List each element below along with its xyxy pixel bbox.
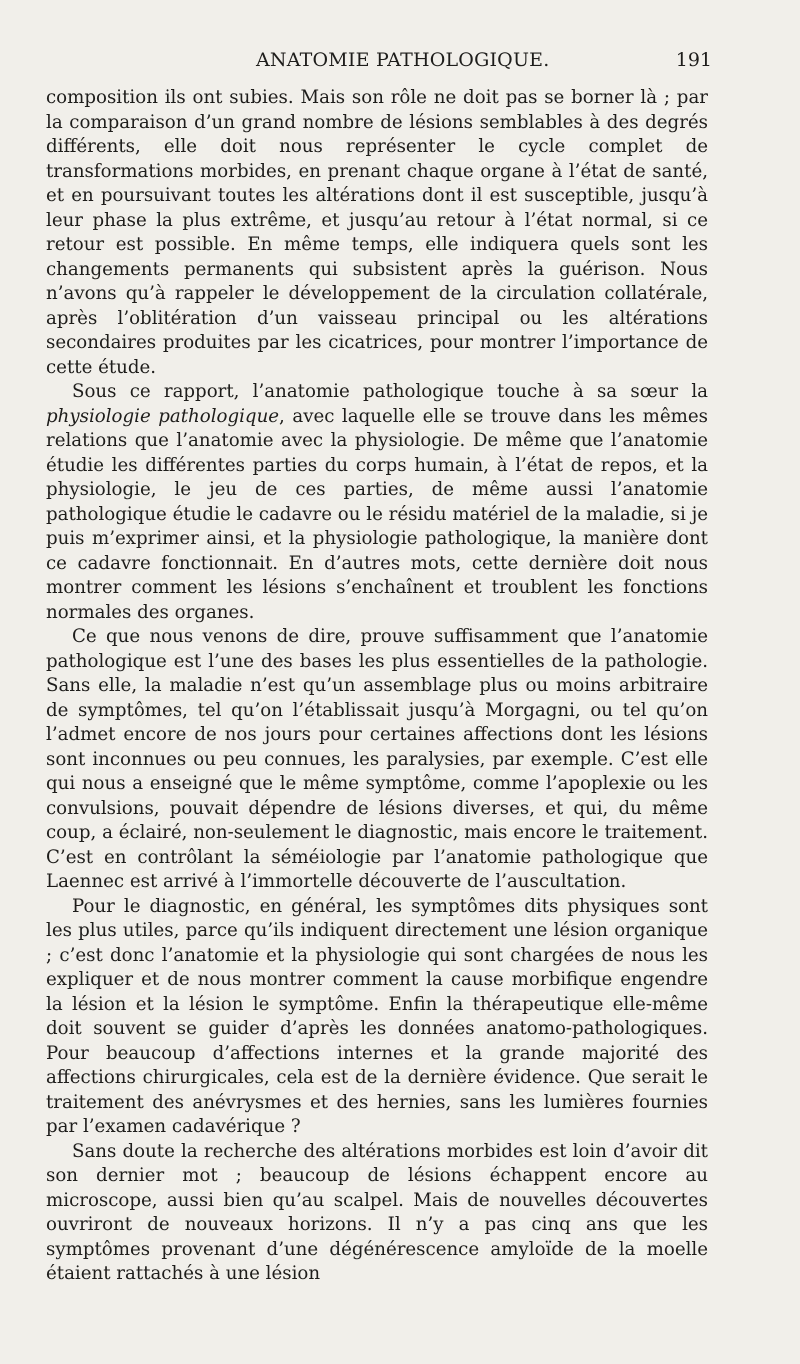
running-title: ANATOMIE PATHOLOGIQUE. (256, 49, 550, 71)
book-page (0, 46, 800, 1364)
running-header (46, 46, 712, 90)
paragraph-2-italic-term: physiologie pathologique (46, 405, 280, 427)
paragraph-2-start: Sous ce rapport, l’anatomie pathologique touche à sa sœur la (72, 381, 708, 402)
paragraph-5: Sans doute la recherche des altérations morbides est loin d’avoir dit son dernier mot ; beaucoup de lésions échappent encore au microscope, aussi bien qu’au scalpel. Mais de nouvelles découvertes ouvriront de nouveaux horizons. Il n’y a pas cinq ans que les symptômes provenant d’une dégénérescence amyloïde de la moelle étaient rattachés à une lésion (46, 1140, 708, 1284)
paragraph-2-end: , avec laquelle elle se trouve dans les mêmes relations que l’anatomie avec la physiologie. De même que l’anatomie étudie les différentes parties du corps humain, à l’état de repos, et la physiologie, le jeu de ces parties, de même aussi l’anatomie pathologique étudie le cadavre ou le résidu matériel de la maladie, si je puis m’exprimer ainsi, et la physiologie pathologique, la manière dont ce cadavre fonctionnait. En d’autres mots, cette dernière doit nous montrer comment les lésions s’enchaînent et troublent les fonctions normales des organes. (46, 405, 708, 623)
paragraph-1: composition ils ont subies. Mais son rôle ne doit pas se borner là ; par la comparaison d’un grand nombre de lésions semblables à des degrés différents, elle doit nous représenter le cycle complet de transformations morbides, en prenant chaque organe à l’état de santé, et en poursuivant toutes les altérations dont il est susceptible, jusqu’à leur phase la plus extrême, et jusqu’au retour à l’état normal, si ce retour est possible. En même temps, elle indiquera quels sont les changements permanents qui subsistent après la guérison. Nous n’avons qu’à rappeler le développement de la circulation collatérale, après l’oblitération d’un vaisseau principal ou les altérations secondaires produites par les cicatrices, pour montrer l’importance de cette étude. (46, 87, 708, 378)
paragraph-2 (46, 380, 708, 625)
page-number: 191 (675, 49, 712, 71)
paragraph-3: Ce que nous venons de dire, prouve suffisamment que l’anatomie pathologique est l’une des bases les plus essentielles de la pathologie. Sans elle, la maladie n’est qu’un assemblage plus ou moins arbitraire de symptômes, tel qu’on l’établissait jusqu’à Morgagni, ou tel qu’on l’admet encore de nos jours pour certaines affections dont les lésions sont inconnues ou peu connues, les paralysies, par exemple. C’est elle qui nous a enseigné que le même symptôme, comme l’apoplexie ou les convulsions, pouvait dépendre de lésions diverses, et qui, du même coup, a éclairé, non-seulement le diagnostic, mais encore le traitement. C’est en contrôlant la séméiologie par l’anatomie pathologique que Laennec est arrivé à l’immortelle découverte de l’auscultation. (46, 626, 708, 892)
body-text (46, 86, 708, 1287)
paragraph-4: Pour le diagnostic, en général, les symptômes dits physiques sont les plus utiles, parce qu’ils indiquent directement une lésion organique ; c’est donc l’anatomie et la physiologie qui sont chargées de nous les expliquer et de nous montrer comment la cause morbifique engendre la lésion et la lésion le symptôme. Enfin la thérapeutique elle-même doit souvent se guider d’après les données anatomo-pathologiques. Pour beaucoup d’affections internes et la grande majorité des affections chirurgicales, cela est de la dernière évidence. Que serait le traitement des anévrysmes et des hernies, sans les lumières fournies par l’examen cadavérique ? (46, 895, 708, 1137)
